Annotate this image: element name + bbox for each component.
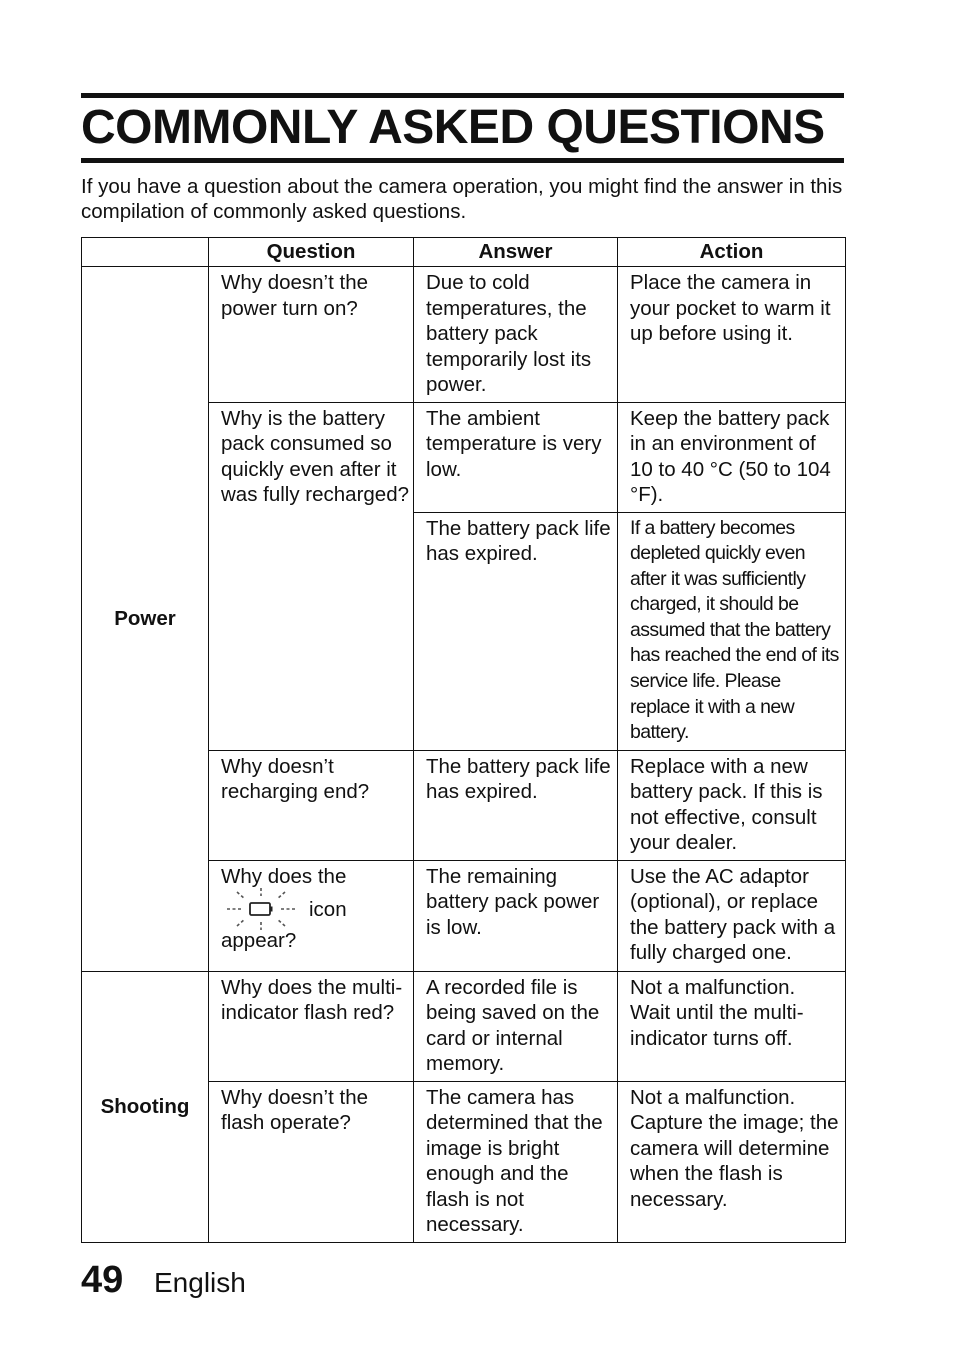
- action-cell: Place the camera in your pocket to warm it up before using it.: [618, 267, 846, 403]
- header-question: Question: [209, 238, 414, 267]
- category-shooting: Shooting: [82, 971, 209, 1242]
- action-cell: If a battery becomes depleted quickly even after it was sufficiently charged, it should be assumed that the battery has reached the end of its service life. Please replace it with a new battery.: [618, 512, 846, 750]
- header-category: [82, 238, 209, 267]
- title-rule-bottom: [81, 158, 844, 163]
- question-cell: Why is the battery pack consumed so quickly even after it was fully recharged?: [209, 402, 414, 750]
- question-icon-line: [221, 891, 409, 927]
- question-cell: Why doesn’t the flash operate?: [209, 1081, 414, 1242]
- language-label: English: [154, 1267, 246, 1298]
- icon-word: icon: [309, 897, 347, 921]
- page-title: COMMONLY ASKED QUESTIONS: [81, 101, 825, 154]
- answer-cell: The remaining battery pack power is low.: [414, 860, 618, 971]
- question-cell: Why does the multi-indicator flash red?: [209, 971, 414, 1081]
- answer-cell: A recorded file is being saved on the card or internal memory.: [414, 971, 618, 1081]
- intro-paragraph: If you have a question about the camera operation, you might find the answer in this compilation of commonly asked questions.: [81, 175, 843, 223]
- answer-cell: Due to cold temperatures, the battery pack temporarily lost its power.: [414, 267, 618, 403]
- action-cell: Use the AC adaptor (optional), or replace the battery pack with a fully charged one.: [618, 860, 846, 971]
- answer-cell: The battery pack life has expired.: [414, 512, 618, 750]
- action-cell: Replace with a new battery pack. If this is not effective, consult your dealer.: [618, 750, 846, 860]
- question-cell: Why doesn’t the power turn on?: [209, 267, 414, 403]
- question-cell: [209, 860, 414, 971]
- table-header-row: [82, 238, 846, 267]
- question-text-pre: Why does the: [221, 864, 347, 888]
- answer-cell: The battery pack life has expired.: [414, 750, 618, 860]
- table-row: [82, 971, 846, 1081]
- answer-cell: The camera has determined that the image is bright enough and the flash is not necessary.: [414, 1081, 618, 1242]
- action-cell: Not a malfunction. Wait until the multi-indicator turns off.: [618, 971, 846, 1081]
- action-cell: Not a malfunction. Capture the image; the camera will determine when the flash is necessary.: [618, 1081, 846, 1242]
- faq-table: [81, 237, 846, 1243]
- page-number: 49: [81, 1259, 124, 1301]
- header-action: Action: [618, 238, 846, 267]
- battery-low-blinking-icon: [223, 886, 299, 932]
- question-text-post: appear?: [221, 929, 297, 953]
- answer-cell: The ambient temperature is very low.: [414, 402, 618, 512]
- category-power: Power: [82, 267, 209, 972]
- question-cell: Why doesn’t recharging end?: [209, 750, 414, 860]
- table-row: [82, 267, 846, 403]
- action-cell: Keep the battery pack in an environment of 10 to 40 °C (50 to 104 °F).: [618, 402, 846, 512]
- header-answer: Answer: [414, 238, 618, 267]
- title-rule-top: [81, 93, 844, 98]
